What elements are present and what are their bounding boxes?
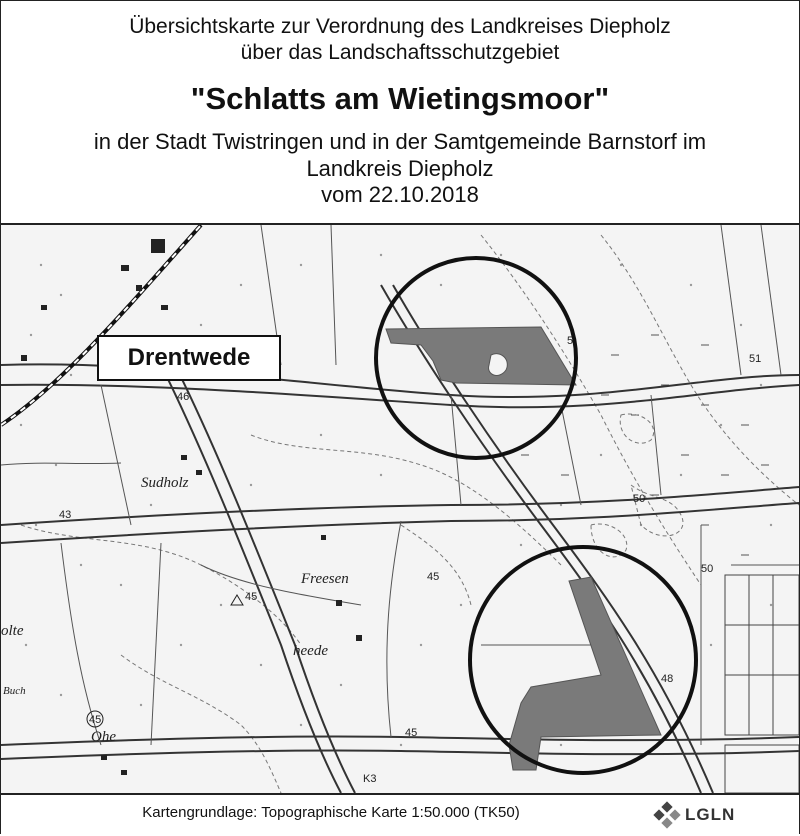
topographic-map [1, 225, 799, 793]
lgln-logo [651, 799, 791, 831]
label-freesen: Freesen [301, 571, 349, 587]
header-line-6: vom 22.10.2018 [321, 182, 479, 207]
spot-height-45-a: 45 [245, 591, 258, 603]
map-drawing [1, 225, 799, 793]
map-footer [1, 793, 799, 835]
label-heede: heede [293, 643, 328, 659]
map-header [1, 1, 799, 225]
map-basis-note: Kartengrundlage: Topographische Karte 1:50.000 (TK50) [142, 804, 520, 821]
place-label-drentwede: Drentwede [97, 335, 281, 381]
spot-height-48: 48 [661, 673, 674, 685]
label-buch: Buch [3, 685, 26, 697]
header-line-1: Übersichtskarte zur Verordnung des Landkreises Diepholz [129, 15, 671, 38]
protected-area-north-hole [489, 354, 508, 376]
road-label-k3: K3 [363, 773, 377, 785]
spot-height-46: 46 [177, 391, 190, 403]
lgln-logo-text: LGLN [685, 805, 736, 824]
header-title: "Schlatts am Wietingsmoor" [190, 81, 610, 116]
spot-height-51: 51 [749, 353, 762, 365]
header-line-5: Landkreis Diepholz [306, 156, 494, 181]
label-ohe: Ohe [91, 729, 116, 745]
spot-height-5: 5 [567, 335, 574, 347]
label-olte: olte [1, 623, 24, 639]
header-line-2: über das Landschaftsschutzgebiet [240, 41, 560, 64]
spot-height-43: 43 [59, 509, 72, 521]
lgln-logo-icon [651, 799, 683, 831]
spot-height-50-b: 50 [701, 563, 714, 575]
label-sudholz: Sudholz [141, 475, 189, 491]
spot-height-45-d: 45 [405, 727, 418, 739]
spot-height-45-c: 45 [89, 714, 102, 726]
header-line-4: in der Stadt Twistringen und in der Samtgemeinde Barnstorf im [93, 129, 707, 154]
map-background [1, 225, 799, 793]
spot-height-50-a: 50 [633, 493, 646, 505]
spot-height-45-b: 45 [427, 571, 440, 583]
